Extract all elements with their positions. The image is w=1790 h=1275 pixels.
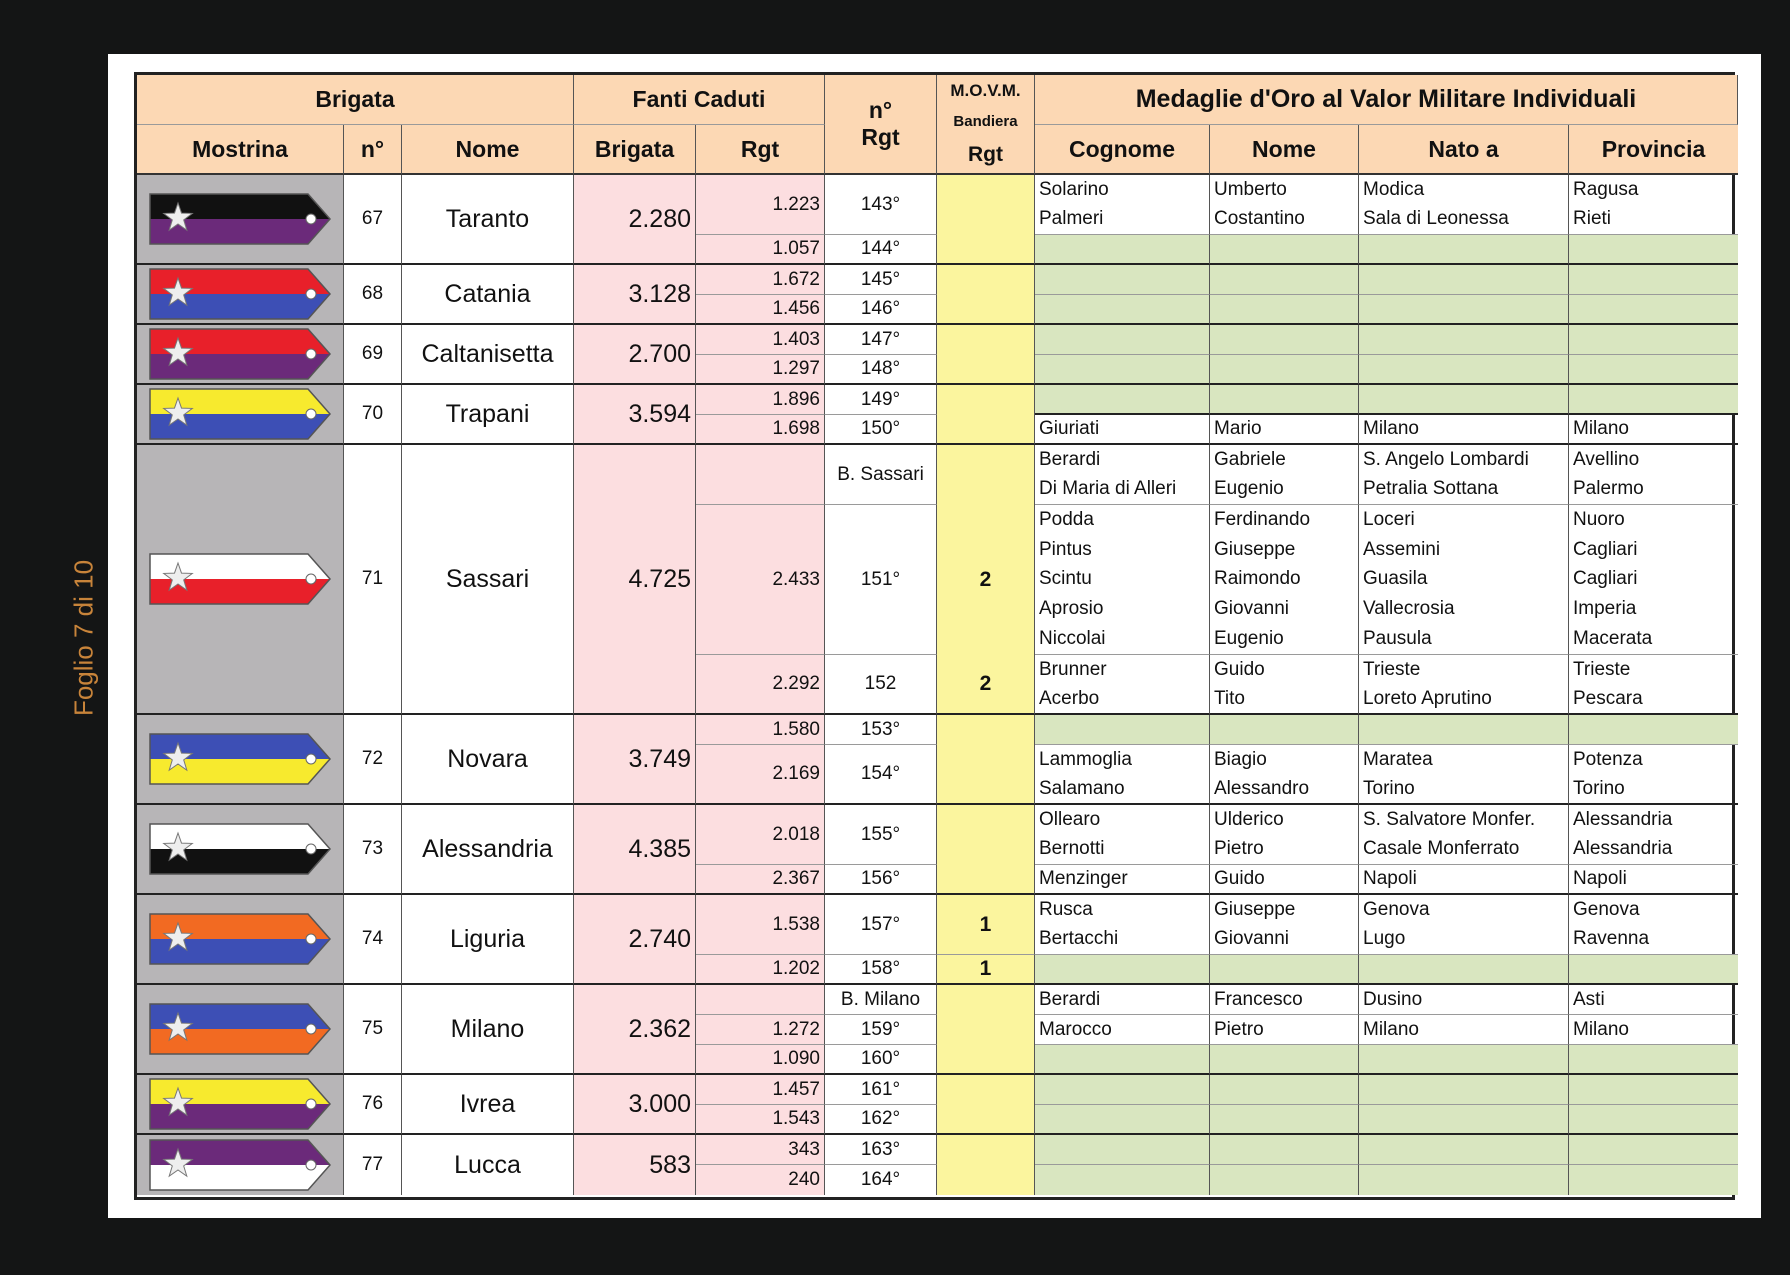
medal-nome: Mario	[1210, 415, 1359, 445]
movm-bandiera	[937, 175, 1035, 265]
medal-empty	[1035, 1075, 1210, 1105]
flag-74-icon	[148, 912, 332, 966]
rgt-caduti: 1.672	[696, 265, 825, 295]
brigata-number: 76	[344, 1075, 402, 1135]
medal-empty	[1359, 1135, 1569, 1165]
medal-empty	[1569, 265, 1738, 295]
medal-empty	[1210, 1135, 1359, 1165]
medal-empty	[1569, 295, 1738, 325]
medal-empty	[1359, 1105, 1569, 1135]
header-fanti-caduti: Fanti Caduti	[574, 75, 825, 125]
medal-empty	[1359, 1165, 1569, 1195]
medal-empty	[1210, 295, 1359, 325]
movm-bandiera	[937, 265, 1035, 325]
medal-empty	[1359, 955, 1569, 985]
rgt-caduti: 2.169	[696, 745, 825, 805]
rgt-number: B. Milano	[825, 985, 937, 1015]
medal-cognome: Ollearo Bernotti	[1035, 805, 1210, 865]
medal-empty	[1035, 325, 1210, 355]
medal-nome: Ferdinando Giuseppe Raimondo Giovanni Eugenio	[1210, 505, 1359, 655]
mostrina-77	[137, 1135, 344, 1195]
medal-cognome: Brunner Acerbo	[1035, 655, 1210, 715]
mostrina-71	[137, 445, 344, 715]
brigata-number: 74	[344, 895, 402, 985]
brigata-number: 70	[344, 385, 402, 445]
rgt-caduti: 1.223	[696, 175, 825, 235]
rgt-number: 156°	[825, 865, 937, 895]
medal-prov: Ragusa Rieti	[1569, 175, 1738, 235]
brigata-number: 75	[344, 985, 402, 1075]
medal-empty	[1359, 325, 1569, 355]
rgt-number: 144°	[825, 235, 937, 265]
medal-cognome: Berardi	[1035, 985, 1210, 1015]
medal-nome: Guido Tito	[1210, 655, 1359, 715]
rgt-number: 153°	[825, 715, 937, 745]
medal-cognome: Berardi Di Maria di Alleri	[1035, 445, 1210, 505]
brigata-name: Trapani	[402, 385, 574, 445]
flag-72-icon	[148, 732, 332, 786]
rgt-caduti: 2.433	[696, 505, 825, 655]
medal-empty	[1035, 1165, 1210, 1195]
rgt-caduti: 2.292	[696, 655, 825, 715]
medal-prov: Milano	[1569, 1015, 1738, 1045]
brigata-number: 77	[344, 1135, 402, 1195]
medal-nome: Gabriele Eugenio	[1210, 445, 1359, 505]
medal-empty	[1210, 265, 1359, 295]
medal-nato: S. Salvatore Monfer. Casale Monferrato	[1359, 805, 1569, 865]
medal-empty	[1210, 955, 1359, 985]
medal-prov: Alessandria Alessandria	[1569, 805, 1738, 865]
flag-73-icon	[148, 822, 332, 876]
rgt-caduti: 1.896	[696, 385, 825, 415]
brigata-name: Caltanisetta	[402, 325, 574, 385]
rgt-number: 151°	[825, 505, 937, 655]
medal-empty	[1035, 1045, 1210, 1075]
medal-empty	[1359, 1075, 1569, 1105]
flag-68-icon	[148, 267, 332, 321]
flag-77-icon	[148, 1138, 332, 1192]
brigata-name: Milano	[402, 985, 574, 1075]
brigata-caduti: 3.749	[574, 715, 696, 805]
rgt-number: 148°	[825, 355, 937, 385]
movm-bandiera	[937, 325, 1035, 385]
medal-nato: Modica Sala di Leonessa	[1359, 175, 1569, 235]
movm-bandiera	[937, 715, 1035, 805]
brigata-number: 68	[344, 265, 402, 325]
medal-nome: Francesco	[1210, 985, 1359, 1015]
header-nato-a: Nato a	[1359, 125, 1569, 175]
movm-bandiera: 2	[937, 655, 1035, 715]
medal-empty	[1210, 1045, 1359, 1075]
mostrina-69	[137, 325, 344, 385]
medal-prov: Asti	[1569, 985, 1738, 1015]
medal-nato: Trieste Loreto Aprutino	[1359, 655, 1569, 715]
header-provincia: Provincia	[1569, 125, 1738, 175]
rgt-caduti: 1.543	[696, 1105, 825, 1135]
medal-cognome: Podda Pintus Scintu Aprosio Niccolai	[1035, 505, 1210, 655]
header-n: n°	[344, 125, 402, 175]
medal-nome: Umberto Costantino	[1210, 175, 1359, 235]
movm-bandiera: 1	[937, 895, 1035, 955]
rgt-caduti: 1.272	[696, 1015, 825, 1045]
rgt-number: 164°	[825, 1165, 937, 1195]
rgt-number: 154°	[825, 745, 937, 805]
brigata-name: Catania	[402, 265, 574, 325]
rgt-caduti: 1.090	[696, 1045, 825, 1075]
medal-prov: Genova Ravenna	[1569, 895, 1738, 955]
rgt-number: B. Sassari	[825, 445, 937, 505]
flag-76-icon	[148, 1077, 332, 1131]
medal-cognome: Giuriati	[1035, 415, 1210, 445]
rgt-number: 159°	[825, 1015, 937, 1045]
header-cognome: Cognome	[1035, 125, 1210, 175]
medal-empty	[1569, 325, 1738, 355]
brigata-caduti: 3.594	[574, 385, 696, 445]
rgt-caduti: 1.580	[696, 715, 825, 745]
medal-cognome: Menzinger	[1035, 865, 1210, 895]
movm-bandiera: 2	[937, 505, 1035, 655]
movm-bandiera	[937, 805, 1035, 895]
rgt-caduti: 1.057	[696, 235, 825, 265]
header-n-rgt	[825, 75, 937, 175]
rgt-caduti: 2.018	[696, 805, 825, 865]
medal-empty	[1569, 715, 1738, 745]
rgt-caduti	[696, 445, 825, 505]
brigata-caduti: 4.385	[574, 805, 696, 895]
rgt-number: 143°	[825, 175, 937, 235]
brigata-caduti: 2.280	[574, 175, 696, 265]
brigata-name: Liguria	[402, 895, 574, 985]
brigata-number: 67	[344, 175, 402, 265]
medal-empty	[1569, 355, 1738, 385]
header-n-rgt-line2: Rgt	[861, 124, 900, 150]
medal-empty	[1035, 955, 1210, 985]
medal-empty	[1210, 715, 1359, 745]
rgt-number: 161°	[825, 1075, 937, 1105]
medal-cognome: Lammoglia Salamano	[1035, 745, 1210, 805]
rgt-caduti: 1.297	[696, 355, 825, 385]
medal-empty	[1569, 955, 1738, 985]
medal-prov: Potenza Torino	[1569, 745, 1738, 805]
header-medaglie: Medaglie d'Oro al Valor Militare Individuali	[1035, 75, 1738, 125]
medal-nome: Pietro	[1210, 1015, 1359, 1045]
brigata-name: Ivrea	[402, 1075, 574, 1135]
medal-empty	[1210, 1105, 1359, 1135]
medal-empty	[1359, 235, 1569, 265]
header-mostrina: Mostrina	[137, 125, 344, 175]
sheet-label: Foglio 7 di 10	[68, 559, 99, 717]
header-movm-line1: M.O.V.M.	[950, 81, 1021, 101]
header-movm-line3: Rgt	[968, 142, 1003, 166]
movm-bandiera: 1	[937, 955, 1035, 985]
movm-bandiera	[937, 1135, 1035, 1195]
rgt-number: 155°	[825, 805, 937, 865]
rgt-number: 157°	[825, 895, 937, 955]
medal-empty	[1035, 265, 1210, 295]
medal-nome: Guido	[1210, 865, 1359, 895]
brigata-caduti: 3.128	[574, 265, 696, 325]
medal-nome: Biagio Alessandro	[1210, 745, 1359, 805]
rgt-number: 162°	[825, 1105, 937, 1135]
medal-nato: Milano	[1359, 1015, 1569, 1045]
medal-empty	[1569, 1075, 1738, 1105]
rgt-caduti: 1.457	[696, 1075, 825, 1105]
medal-empty	[1359, 1045, 1569, 1075]
flag-69-icon	[148, 327, 332, 381]
medal-empty	[1359, 715, 1569, 745]
rgt-number: 145°	[825, 265, 937, 295]
medal-nato: Napoli	[1359, 865, 1569, 895]
header-brigata-sub: Brigata	[574, 125, 696, 175]
brigata-name: Novara	[402, 715, 574, 805]
mostrina-70	[137, 385, 344, 445]
rgt-caduti: 1.698	[696, 415, 825, 445]
rgt-number: 158°	[825, 955, 937, 985]
medal-nato: Loceri Assemini Guasila Vallecrosia Pausula	[1359, 505, 1569, 655]
brigata-number: 69	[344, 325, 402, 385]
medal-empty	[1569, 1165, 1738, 1195]
medal-empty	[1569, 1045, 1738, 1075]
rgt-caduti: 1.456	[696, 295, 825, 325]
rgt-number: 150°	[825, 415, 937, 445]
medal-prov: Napoli	[1569, 865, 1738, 895]
mostrina-73	[137, 805, 344, 895]
header-movm-line2: Bandiera	[953, 113, 1018, 131]
movm-bandiera	[937, 1075, 1035, 1135]
header-nome-med: Nome	[1210, 125, 1359, 175]
medal-empty	[1035, 715, 1210, 745]
brigate-table	[134, 72, 1735, 1200]
brigata-caduti: 2.740	[574, 895, 696, 985]
rgt-caduti: 343	[696, 1135, 825, 1165]
medal-empty	[1359, 265, 1569, 295]
brigata-number: 71	[344, 445, 402, 715]
medal-empty	[1210, 235, 1359, 265]
rgt-number: 149°	[825, 385, 937, 415]
medal-empty	[1359, 295, 1569, 325]
mostrina-72	[137, 715, 344, 805]
mostrina-74	[137, 895, 344, 985]
medal-empty	[1210, 1075, 1359, 1105]
rgt-caduti: 1.538	[696, 895, 825, 955]
rgt-caduti: 1.403	[696, 325, 825, 355]
header-n-rgt-line1: n°	[868, 97, 893, 123]
medal-empty	[1359, 385, 1569, 415]
medal-empty	[1569, 1105, 1738, 1135]
medal-cognome: Marocco	[1035, 1015, 1210, 1045]
medal-prov: Avellino Palermo	[1569, 445, 1738, 505]
rgt-caduti: 1.202	[696, 955, 825, 985]
medal-empty	[1035, 295, 1210, 325]
mostrina-76	[137, 1075, 344, 1135]
header-brigata: Brigata	[137, 75, 574, 125]
medal-empty	[1569, 385, 1738, 415]
rgt-number: 163°	[825, 1135, 937, 1165]
medal-empty	[1210, 355, 1359, 385]
rgt-number: 147°	[825, 325, 937, 355]
header-nome: Nome	[402, 125, 574, 175]
medal-nato: Dusino	[1359, 985, 1569, 1015]
medal-nato: Genova Lugo	[1359, 895, 1569, 955]
brigata-caduti: 4.725	[574, 445, 696, 715]
medal-empty	[1035, 355, 1210, 385]
brigata-name: Lucca	[402, 1135, 574, 1195]
mostrina-75	[137, 985, 344, 1075]
brigata-caduti: 3.000	[574, 1075, 696, 1135]
rgt-caduti	[696, 985, 825, 1015]
medal-empty	[1210, 325, 1359, 355]
header-rgt: Rgt	[696, 125, 825, 175]
medal-nato: S. Angelo Lombardi Petralia Sottana	[1359, 445, 1569, 505]
movm-bandiera	[937, 985, 1035, 1075]
flag-71-icon	[148, 552, 332, 606]
medal-empty	[1035, 385, 1210, 415]
mostrina-67	[137, 175, 344, 265]
brigata-number: 72	[344, 715, 402, 805]
medal-nome: Giuseppe Giovanni	[1210, 895, 1359, 955]
rgt-number: 152	[825, 655, 937, 715]
brigata-name: Sassari	[402, 445, 574, 715]
medal-empty	[1359, 355, 1569, 385]
rgt-caduti: 240	[696, 1165, 825, 1195]
rgt-caduti: 2.367	[696, 865, 825, 895]
medal-empty	[1210, 1165, 1359, 1195]
brigata-caduti: 2.700	[574, 325, 696, 385]
medal-cognome: Rusca Bertacchi	[1035, 895, 1210, 955]
medal-nato: Milano	[1359, 415, 1569, 445]
movm-bandiera	[937, 385, 1035, 445]
medal-prov: Trieste Pescara	[1569, 655, 1738, 715]
medal-empty	[1569, 235, 1738, 265]
brigata-caduti: 583	[574, 1135, 696, 1195]
medal-empty	[1035, 1135, 1210, 1165]
medal-empty	[1210, 385, 1359, 415]
medal-empty	[1035, 235, 1210, 265]
brigata-name: Alessandria	[402, 805, 574, 895]
rgt-number: 146°	[825, 295, 937, 325]
brigata-caduti: 2.362	[574, 985, 696, 1075]
flag-75-icon	[148, 1002, 332, 1056]
header-movm	[937, 75, 1035, 175]
medal-nato: Maratea Torino	[1359, 745, 1569, 805]
medal-nome: Ulderico Pietro	[1210, 805, 1359, 865]
medal-prov: Milano	[1569, 415, 1738, 445]
rgt-number: 160°	[825, 1045, 937, 1075]
medal-empty	[1569, 1135, 1738, 1165]
medal-empty	[1035, 1105, 1210, 1135]
medal-cognome: Solarino Palmeri	[1035, 175, 1210, 235]
flag-67-icon	[148, 192, 332, 246]
mostrina-68	[137, 265, 344, 325]
brigata-number: 73	[344, 805, 402, 895]
brigata-name: Taranto	[402, 175, 574, 265]
medal-prov: Nuoro Cagliari Cagliari Imperia Macerata	[1569, 505, 1738, 655]
flag-70-icon	[148, 387, 332, 441]
